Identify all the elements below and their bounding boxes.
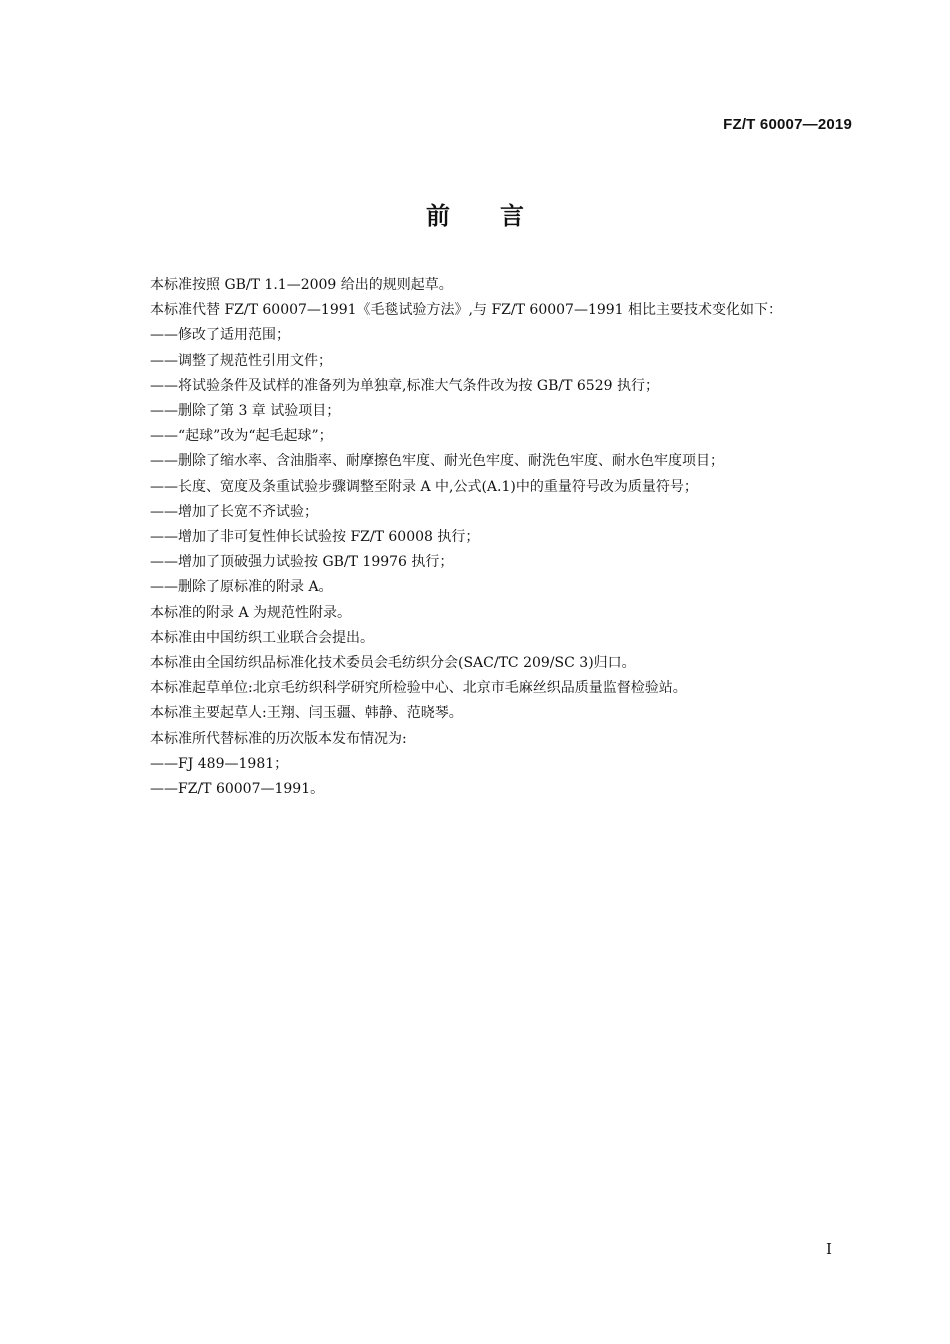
list-item: ——增加了长宽不齐试验；: [150, 503, 318, 520]
list-item: ——删除了第 3 章 试验项目；: [150, 403, 341, 420]
list-item: ——将试验条件及试样的准备列为单独章,标准大气条件改为按 GB/T 6529 执行；: [150, 377, 659, 394]
paragraph: 本标准的附录 A 为规范性附录。: [150, 604, 352, 621]
list-item: ——“起球”改为“起毛起球”；: [150, 428, 333, 445]
paragraph: 本标准所代替标准的历次版本发布情况为:: [150, 730, 407, 747]
paragraph: 本标准代替 FZ/T 60007—1991《毛毯试验方法》,与 FZ/T 60007—1991 相比主要技术变化如下：: [150, 302, 783, 319]
list-item: ——删除了原标准的附录 A。: [150, 579, 333, 596]
page-title: 前言: [426, 202, 574, 230]
list-item: ——长度、宽度及条重试验步骤调整至附录 A 中,公式(A.1)中的重量符号改为质量符号；: [150, 478, 698, 495]
list-item: ——调整了规范性引用文件；: [150, 352, 332, 369]
preface-body: [150, 273, 870, 802]
list-item: ——增加了非可复性伸长试验按 FZ/T 60008 执行；: [150, 529, 480, 546]
list-item: ——修改了适用范围；: [150, 327, 290, 344]
page-number: I: [826, 1240, 832, 1258]
paragraph: 本标准按照 GB/T 1.1—2009 给出的规则起草。: [150, 277, 453, 293]
paragraph: 本标准由全国纺织品标准化技术委员会毛纺织分会(SAC/TC 209/SC 3)归口。: [150, 655, 636, 672]
paragraph: 本标准由中国纺织工业联合会提出。: [150, 629, 374, 646]
document-code: FZ/T 60007—2019: [723, 116, 852, 133]
list-item: ——删除了缩水率、含油脂率、耐摩擦色牢度、耐光色牢度、耐洗色牢度、耐水色牢度项目；: [150, 453, 724, 470]
paragraph: 本标准主要起草人:王翔、闫玉疆、韩静、范晓琴。: [150, 705, 463, 722]
paragraph: 本标准起草单位:北京毛纺织科学研究所检验中心、北京市毛麻丝织品质量监督检验站。: [150, 680, 687, 697]
list-item: ——增加了顶破强力试验按 GB/T 19976 执行；: [150, 554, 454, 571]
list-item: ——FJ 489—1981；: [150, 755, 289, 772]
list-item: ——FZ/T 60007—1991。: [150, 781, 325, 798]
